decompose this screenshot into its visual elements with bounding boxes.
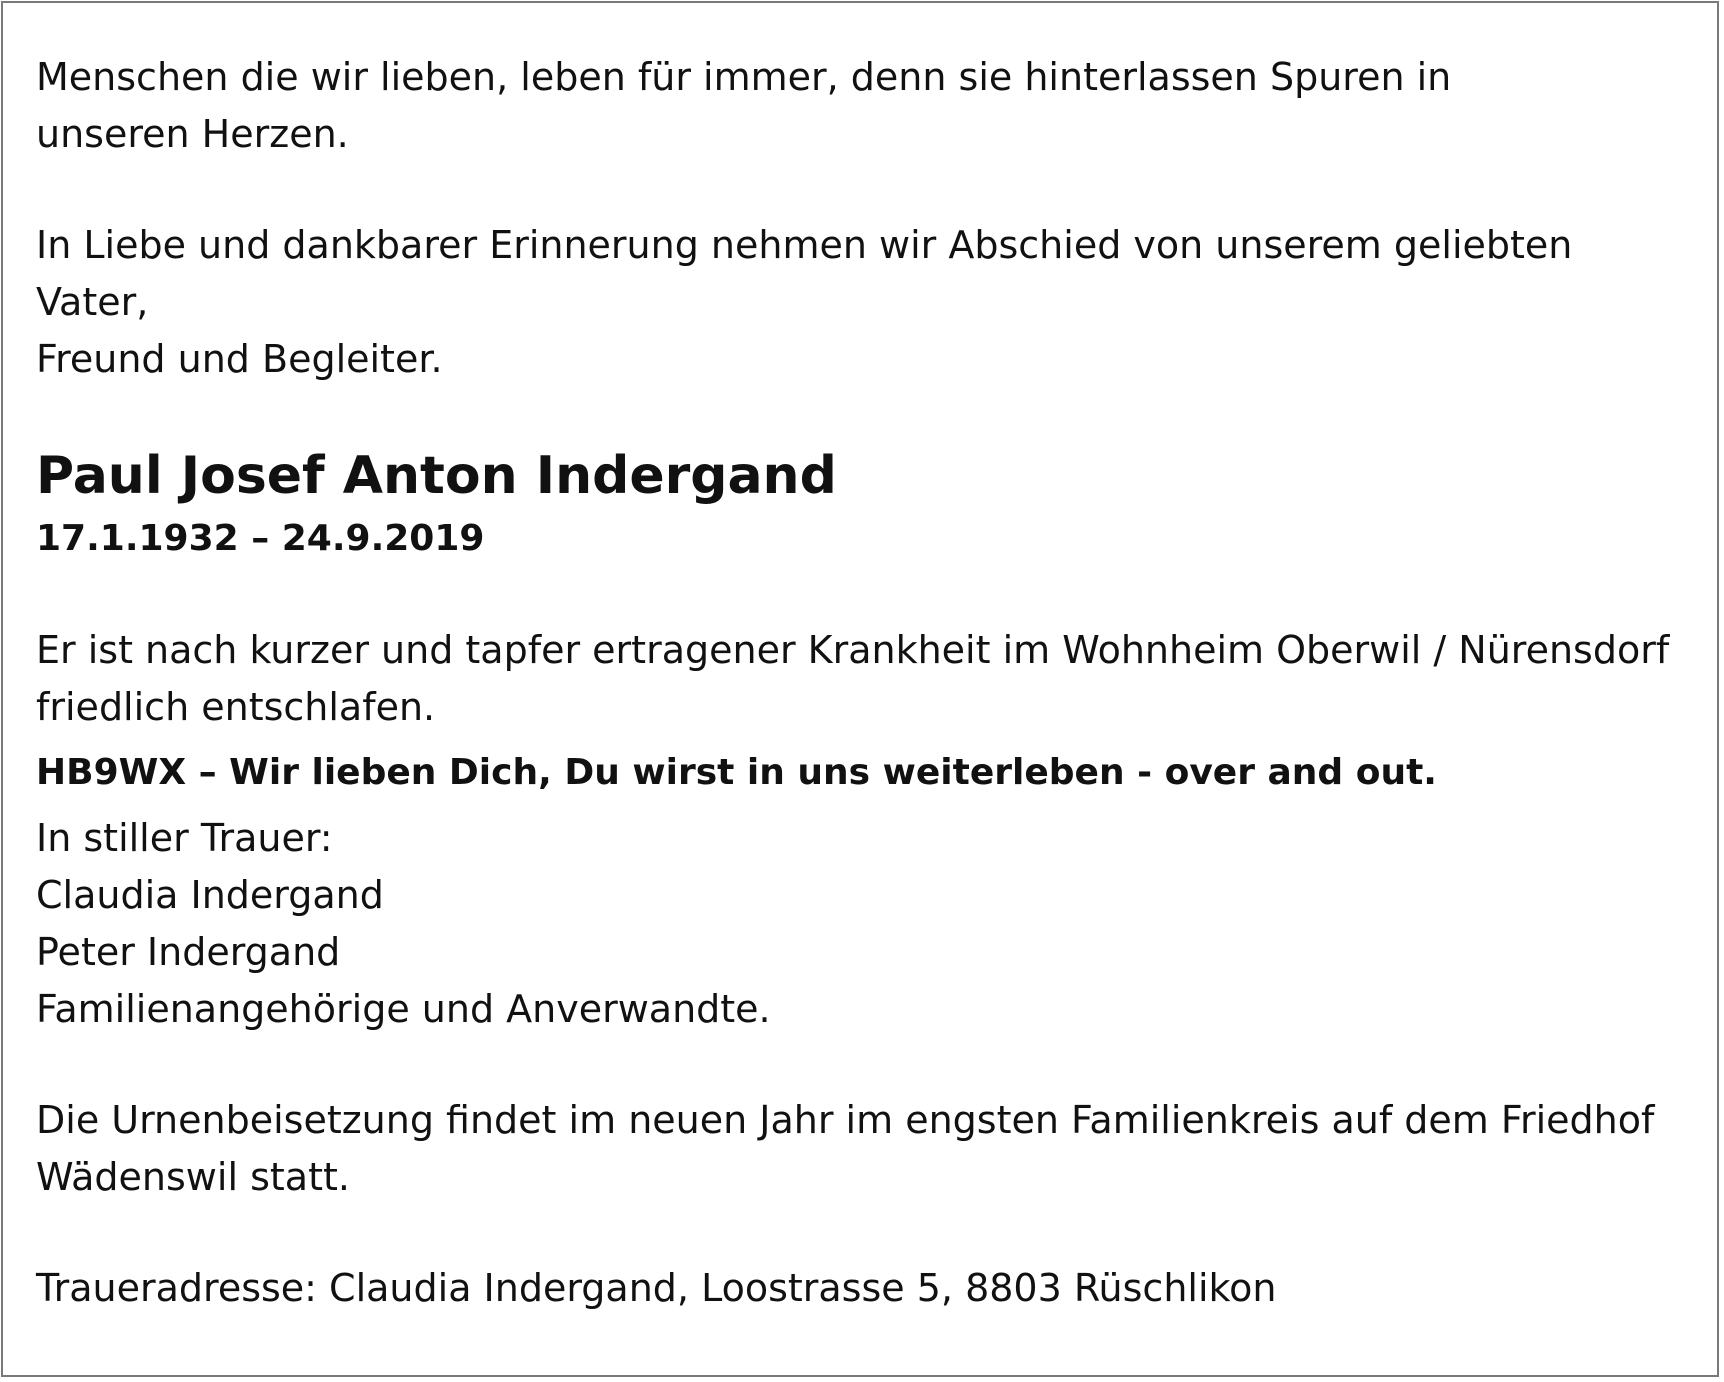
spacer	[36, 736, 1676, 748]
spacer	[36, 1038, 1676, 1092]
notice-content	[36, 49, 1676, 1317]
spacer	[36, 798, 1676, 810]
mourner-item: Familienangehörige und Anverwandte.	[36, 987, 771, 1031]
passing-line-1: Er ist nach kurzer und tapfer ertragener Krankheit im Wohnheim Oberwil / Nürensdorf	[36, 628, 1670, 672]
burial-line-1: Die Urnenbeisetzung findet im neuen Jahr im engsten Familienkreis auf dem Friedhof	[36, 1098, 1655, 1142]
life-dates: 17.1.1932 – 24.9.2019	[36, 518, 485, 559]
spacer	[36, 163, 1676, 217]
intro-line-2: Freund und Begleiter.	[36, 337, 443, 381]
motto-line-1: Menschen die wir lieben, leben für immer, denn sie hinterlassen Spuren in	[36, 55, 1452, 99]
passing-line-2: friedlich entschlafen.	[36, 685, 436, 729]
notice-frame	[1, 1, 1719, 1377]
spacer	[36, 564, 1676, 622]
mourner-item: Claudia Indergand	[36, 873, 384, 917]
spacer	[36, 1206, 1676, 1260]
burial-line-2: Wädenswil statt.	[36, 1155, 350, 1199]
spacer	[36, 388, 1676, 442]
deceased-name: Paul Josef Anton Indergand	[36, 446, 837, 506]
mourners-heading: In stiller Trauer:	[36, 816, 333, 860]
motto-line-2: unseren Herzen.	[36, 112, 349, 156]
intro-line-1: In Liebe und dankbarer Erinnerung nehmen wir Abschied von unserem geliebten Vater,	[36, 223, 1573, 324]
mourning-address: Traueradresse: Claudia Indergand, Loostrasse 5, 8803 Rüschlikon	[36, 1266, 1277, 1310]
callsign-message: HB9WX – Wir lieben Dich, Du wirst in uns weiterleben - over and out.	[36, 752, 1437, 793]
mourner-item: Peter Indergand	[36, 930, 341, 974]
